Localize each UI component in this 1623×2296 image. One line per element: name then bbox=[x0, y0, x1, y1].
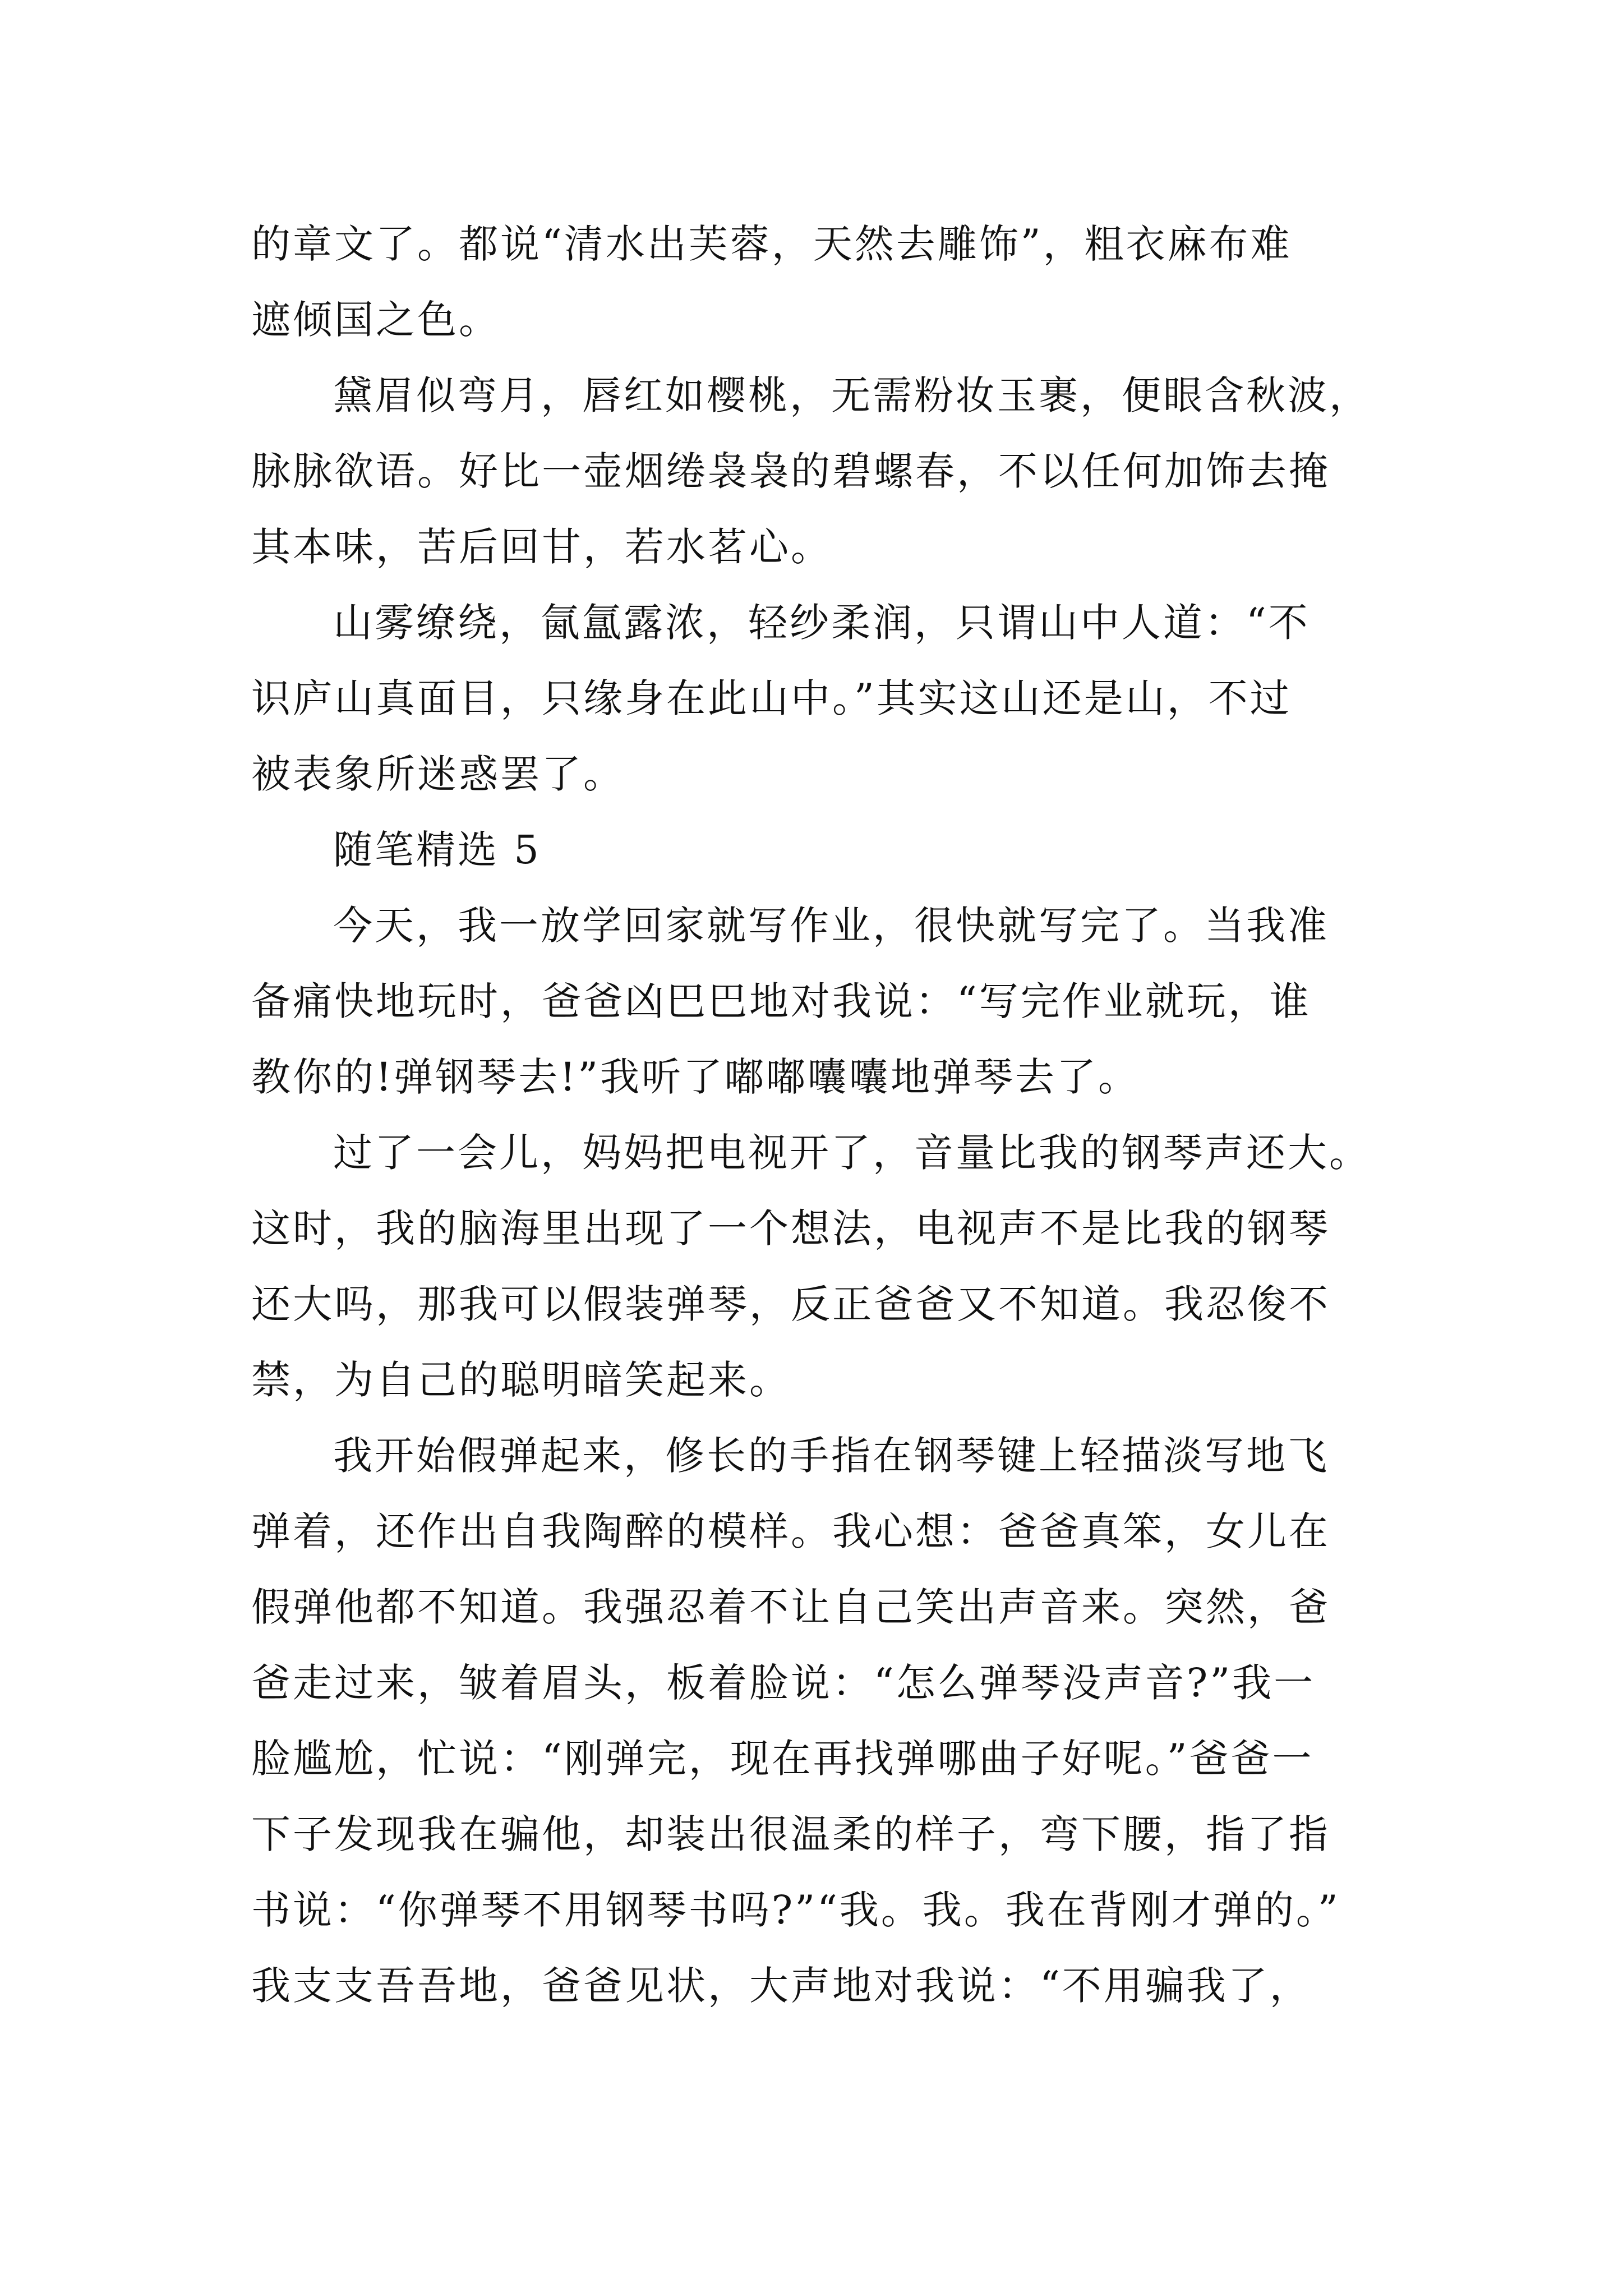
text-line: 下子发现我在骗他，却装出很温柔的样子，弯下腰，指了指 bbox=[251, 1811, 1330, 1857]
paragraph-start-line: 我开始假弹起来，修长的手指在钢琴键上轻描淡写地飞 bbox=[333, 1433, 1329, 1479]
text-line: 脉脉欲语。好比一壶烟绻袅袅的碧螺春，不以任何加饰去掩 bbox=[251, 448, 1330, 494]
text-line: 被表象所迷惑罢了。 bbox=[251, 751, 625, 797]
text-line: 识庐山真面目，只缘身在此山中。”其实这山还是山，不过 bbox=[251, 675, 1292, 721]
paragraph-start-line: 过了一会儿，妈妈把电视开了，音量比我的钢琴声还大。 bbox=[333, 1130, 1371, 1176]
text-line: 其本味，苦后回甘，若水茗心。 bbox=[251, 524, 832, 570]
text-line: 我支支吾吾地，爸爸见状，大声地对我说：“不用骗我了， bbox=[251, 1963, 1311, 2009]
document-body bbox=[251, 206, 1395, 2024]
text-line: 禁，为自己的聪明暗笑起来。 bbox=[251, 1357, 791, 1403]
paragraph-start-line: 今天，我一放学回家就写作业，很快就写完了。当我准 bbox=[333, 903, 1329, 949]
text-line: 书说：“你弹琴不用钢琴书吗?”“我。我。我在背刚才弹的。” bbox=[251, 1887, 1340, 1933]
text-line: 还大吗，那我可以假装弹琴，反正爸爸又不知道。我忍俊不 bbox=[251, 1281, 1330, 1327]
text-line: 弹着，还作出自我陶醉的模样。我心想：爸爸真笨，女儿在 bbox=[251, 1508, 1330, 1554]
text-line: 假弹他都不知道。我强忍着不让自己笑出声音来。突然，爸 bbox=[251, 1584, 1330, 1630]
paragraph-start-line: 黛眉似弯月，唇红如樱桃，无需粉妆玉裹，便眼含秋波， bbox=[333, 372, 1371, 418]
text-line: 遮倾国之色。 bbox=[251, 297, 500, 343]
text-line: 脸尴尬，忙说：“刚弹完，现在再找弹哪曲子好呢。”爸爸一 bbox=[251, 1736, 1314, 1782]
text-line: 教你的!弹钢琴去!”我听了嘟嘟囔囔地弹琴去了。 bbox=[251, 1054, 1140, 1100]
section-heading: 随笔精选 5 bbox=[333, 827, 541, 873]
text-line: 的章文了。都说“清水出芙蓉，天然去雕饰”，粗衣麻布难 bbox=[251, 221, 1292, 267]
text-line: 这时，我的脑海里出现了一个想法，电视声不是比我的钢琴 bbox=[251, 1205, 1330, 1251]
text-line: 爸走过来，皱着眉头，板着脸说：“怎么弹琴没声音?”我一 bbox=[251, 1660, 1316, 1706]
paragraph-start-line: 山雾缭绕，氤氲露浓，轻纱柔润，只谓山中人道：“不 bbox=[333, 600, 1310, 646]
text-line: 备痛快地玩时，爸爸凶巴巴地对我说：“写完作业就玩，谁 bbox=[251, 978, 1311, 1024]
